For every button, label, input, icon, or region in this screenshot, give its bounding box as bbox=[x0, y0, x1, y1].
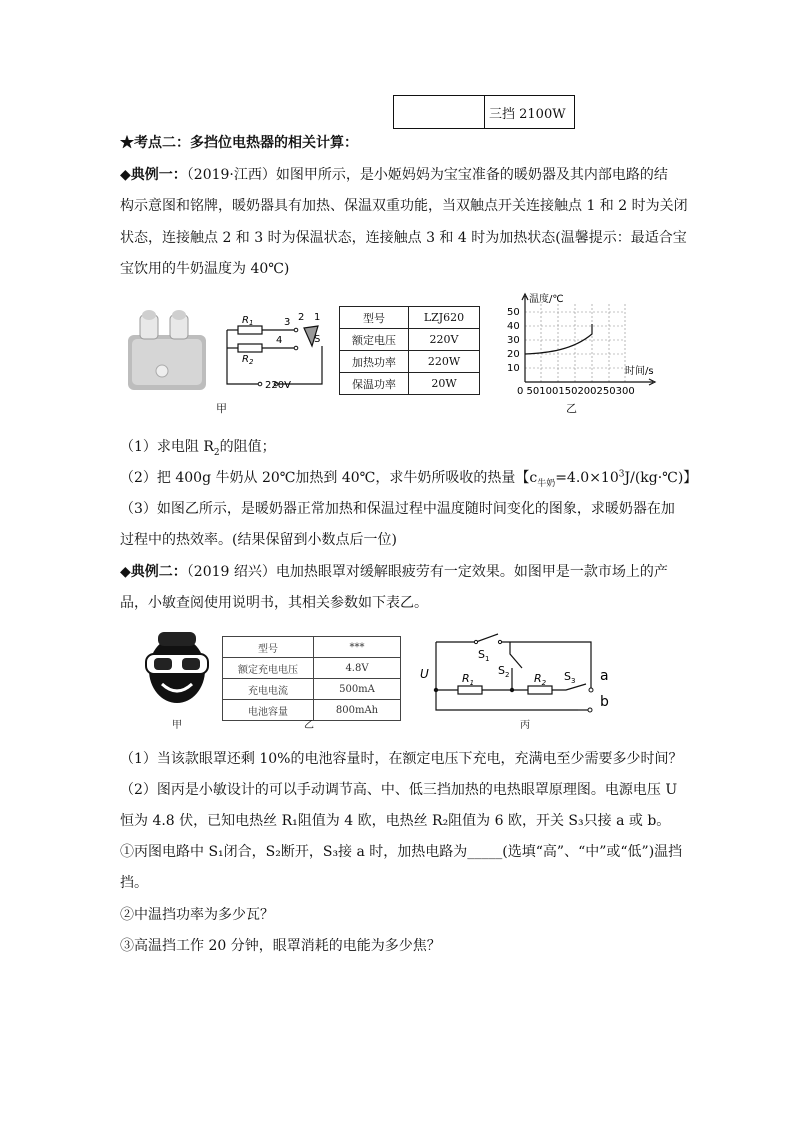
table-row: 加热功率 220W bbox=[340, 351, 480, 373]
ex1-q2: （2）把 400g 牛奶从 20℃加热到 40℃，求牛奶所吸收的热量【$c_{牛奶}=4.0\times 10^3J/(kg\cdot℃)$】 bbox=[120, 469, 698, 489]
table-row: 电池容量 800mAh bbox=[223, 700, 401, 721]
ex2-q1: （1）当该款眼罩还剩 10%的电池容量时，在额定电压下充电，充满电至少需要多少时间？ bbox=[120, 751, 683, 767]
ex1-q3-line-1: （3）如图乙所示，是暖奶器正常加热和保温过程中温度随时间变化的图象，求暖奶器在加 bbox=[120, 501, 675, 517]
ex1-r1-label: $R_1$ bbox=[242, 315, 254, 327]
ex2-caption-yi: 乙 bbox=[304, 720, 314, 731]
ex2-q2-line-2: 恒为 4.8 伏，已知电热丝 R₁阻值为 4 欧，电热丝 R₂阻值为 6 欧，开关 S₃只接 a 或 b。 bbox=[120, 813, 671, 829]
ex2-b-label: b bbox=[600, 694, 609, 710]
ex2-a-label: a bbox=[600, 668, 609, 684]
ex2-q2-sub-3: ③高温挡工作 20 分钟，眼罩消耗的电能为多少焦？ bbox=[120, 938, 441, 954]
ex2-q2-line-3: ①丙图电路中 S₁闭合，S₂断开，S₃接 a 时，加热电路为_____(选填“高”、“中”或“低”)温挡 bbox=[120, 844, 683, 860]
ex2-spec-table bbox=[222, 636, 401, 721]
graph-y-tick: 50 bbox=[507, 307, 520, 318]
temperature-time-graph bbox=[503, 290, 663, 398]
milk-warmer-image bbox=[126, 305, 210, 391]
graph-x-ticks: 0 50100150200250300 bbox=[517, 386, 635, 397]
graph-x-label: 时间/s bbox=[625, 366, 654, 377]
ex1-q1: （1）求电阻 $R_2$的阻值； bbox=[120, 439, 276, 458]
ex2-caption-bing: 丙 bbox=[520, 720, 530, 731]
ex2-q2-line-4: 挡。 bbox=[120, 875, 148, 891]
ex2-q2-sub-2: ②中温挡功率为多少瓦？ bbox=[120, 907, 274, 923]
ex2-circuit bbox=[418, 628, 638, 718]
ex1-node-2: 2 bbox=[298, 312, 305, 323]
graph-y-tick: 20 bbox=[507, 349, 520, 360]
table-row: 额定电压 220V bbox=[340, 329, 480, 351]
ex1-line-1: ◆典例一：（2019·江西）如图甲所示，是小姬妈妈为宝宝准备的暖奶器及其内部电路的结 bbox=[120, 167, 668, 183]
table-row: 额定充电电压 4.8V bbox=[223, 658, 401, 679]
table-row: 保温功率 20W bbox=[340, 373, 480, 395]
table-row: 充电电流 500mA bbox=[223, 679, 401, 700]
ex1-line-2: 构示意图和铭牌，暖奶器具有加热、保温双重功能，当双触点开关连接触点 1 和 2 时为关闭 bbox=[120, 198, 688, 214]
ex1-caption-yi: 乙 bbox=[566, 402, 577, 415]
ex1-voltage-label: 220V bbox=[265, 380, 291, 391]
ex2-caption-jia: 甲 bbox=[172, 720, 182, 731]
ex1-circuit bbox=[222, 310, 332, 392]
table-row: 型号 *** bbox=[223, 637, 401, 658]
ex2-label: ◆典例二： bbox=[120, 564, 187, 580]
top-table-cell-1 bbox=[394, 96, 485, 129]
ex1-line-4: 宝饮用的牛奶温度为 40℃) bbox=[120, 261, 290, 277]
graph-y-tick: 10 bbox=[507, 363, 520, 374]
eye-mask-image bbox=[144, 628, 210, 704]
graph-y-label: 温度/℃ bbox=[529, 294, 564, 305]
ex2-r1-label: $R_1$ bbox=[462, 672, 475, 687]
graph-y-tick: 40 bbox=[507, 321, 520, 332]
section-title: ★考点二：多挡位电热器的相关计算： bbox=[120, 135, 358, 151]
top-table-cell-2: 三挡 2100W bbox=[485, 96, 575, 129]
graph-y-tick: 30 bbox=[507, 335, 520, 346]
ex1-q3-line-2: 过程中的热效率。(结果保留到小数点后一位) bbox=[120, 532, 397, 548]
ex1-spec-table bbox=[339, 306, 480, 395]
ex2-s2-label: $S_2$ bbox=[498, 664, 510, 679]
ex1-r2-label: $R_2$ bbox=[242, 354, 254, 366]
ex1-label: ◆典例一： bbox=[120, 167, 187, 183]
top-table bbox=[393, 95, 575, 129]
ex1-node-3: 3 bbox=[284, 317, 291, 328]
ex1-line-3: 状态，连接触点 2 和 3 时为保温状态，连接触点 3 和 4 时为加热状态(温馨提示：最适合宝 bbox=[120, 230, 687, 246]
ex1-node-4: 4 bbox=[276, 335, 283, 346]
table-row: 型号 LZJ620 bbox=[340, 307, 480, 329]
ex2-r2-label: $R_2$ bbox=[534, 672, 547, 687]
ex2-s1-label: $S_1$ bbox=[478, 648, 490, 663]
ex2-line-1: ◆典例二：（2019 绍兴）电加热眼罩对缓解眼疲劳有一定效果。如图甲是一款市场上的产 bbox=[120, 564, 668, 580]
ex1-node-1: 1 bbox=[314, 312, 321, 323]
ex2-line-2: 品，小敏查阅使用说明书，其相关参数如下表乙。 bbox=[120, 595, 428, 611]
ex2-u-label: U bbox=[420, 667, 429, 681]
ex2-q2-line-1: （2）图丙是小敏设计的可以手动调节高、中、低三挡加热的电热眼罩原理图。电源电压 U bbox=[120, 782, 678, 798]
ex1-caption-jia: 甲 bbox=[216, 402, 227, 415]
ex1-switch-label: S bbox=[314, 334, 321, 345]
ex2-s3-label: $S_3$ bbox=[564, 670, 576, 685]
